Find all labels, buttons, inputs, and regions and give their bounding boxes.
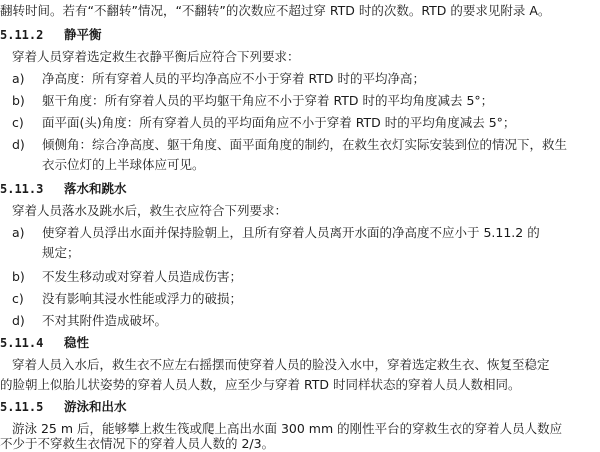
list-item-text: 不发生移动或对穿着人员造成伤害；	[42, 269, 243, 284]
list-item-marker: c)	[12, 115, 24, 130]
list-item-marker: d)	[12, 137, 25, 152]
section-title-swimming: 游泳和出水	[64, 399, 127, 414]
paragraph-line: 的脸朝上似胎儿状姿势的穿着人员人数，应至少与穿着 RTD 时同样状态的穿着人员人数相同。	[0, 377, 521, 392]
list-item-text-continued: 规定；	[42, 245, 80, 260]
list-item-text: 面平面(头)角度：所有穿着人员的平均面角应不小于穿着 RTD 时的平均角度减去 5°；	[42, 115, 516, 130]
list-item-text: 不对其附件造成破坏。	[42, 313, 168, 328]
paragraph-line: 穿着人员入水后，救生衣不应左右摇摆而使穿着人员的脸没入水中，穿着选定救生衣、恢复至稳定	[12, 357, 550, 372]
list-item-marker: c)	[12, 291, 24, 306]
list-item-text: 倾侧角：综合净高度、躯干角度、面平面角度的制约，在救生衣灯实际安装到位的情况下，救生	[42, 137, 568, 152]
section-number-5-11-4: 5.11.4	[0, 336, 44, 350]
intro-line: 翻转时间。若有“不翻转”情况，“不翻转”的次数应不超过穿 RTD 时的次数。RTD 的要求见附录 A。	[0, 3, 551, 18]
list-item-text: 净高度：所有穿着人员的平均净高应不小于穿着 RTD 时的平均净高；	[42, 71, 425, 86]
list-item-text: 使穿着人员浮出水面并保持脸朝上，且所有穿着人员离开水面的净高度不应小于 5.11.2 的	[42, 225, 540, 240]
section-title-water-entry: 落水和跳水	[64, 181, 127, 196]
list-item-text-continued: 衣示位灯的上半球体应可见。	[42, 157, 205, 172]
list-item-marker: b)	[12, 93, 25, 108]
paragraph-line: 不少于不穿救生衣情况下的穿着人员人数的 2/3。	[0, 436, 275, 451]
list-item-text: 没有影响其浸水性能或浮力的破损；	[42, 291, 243, 306]
section-number-5-11-3: 5.11.3	[0, 182, 44, 196]
section-title-stability: 稳性	[64, 335, 90, 350]
list-item-text: 躯干角度：所有穿着人员的平均躯干角应不小于穿着 RTD 时的平均角度减去 5°；	[42, 93, 494, 108]
list-item-marker: a)	[12, 71, 25, 86]
section-lead: 穿着人员穿着选定救生衣静平衡后应符合下列要求：	[12, 49, 300, 64]
section-title-static-balance: 静平衡	[64, 27, 102, 42]
paragraph-line: 游泳 25 m 后，能够攀上救生筏或爬上高出水面 300 mm 的刚性平台的穿救生衣的穿着人员人数应	[12, 421, 563, 436]
list-item-marker: d)	[12, 313, 25, 328]
section-number-5-11-2: 5.11.2	[0, 28, 44, 42]
list-item-marker: a)	[12, 225, 25, 240]
list-item-marker: b)	[12, 269, 25, 284]
section-lead: 穿着人员落水及跳水后，救生衣应符合下列要求：	[12, 203, 288, 218]
section-number-5-11-5: 5.11.5	[0, 400, 44, 414]
